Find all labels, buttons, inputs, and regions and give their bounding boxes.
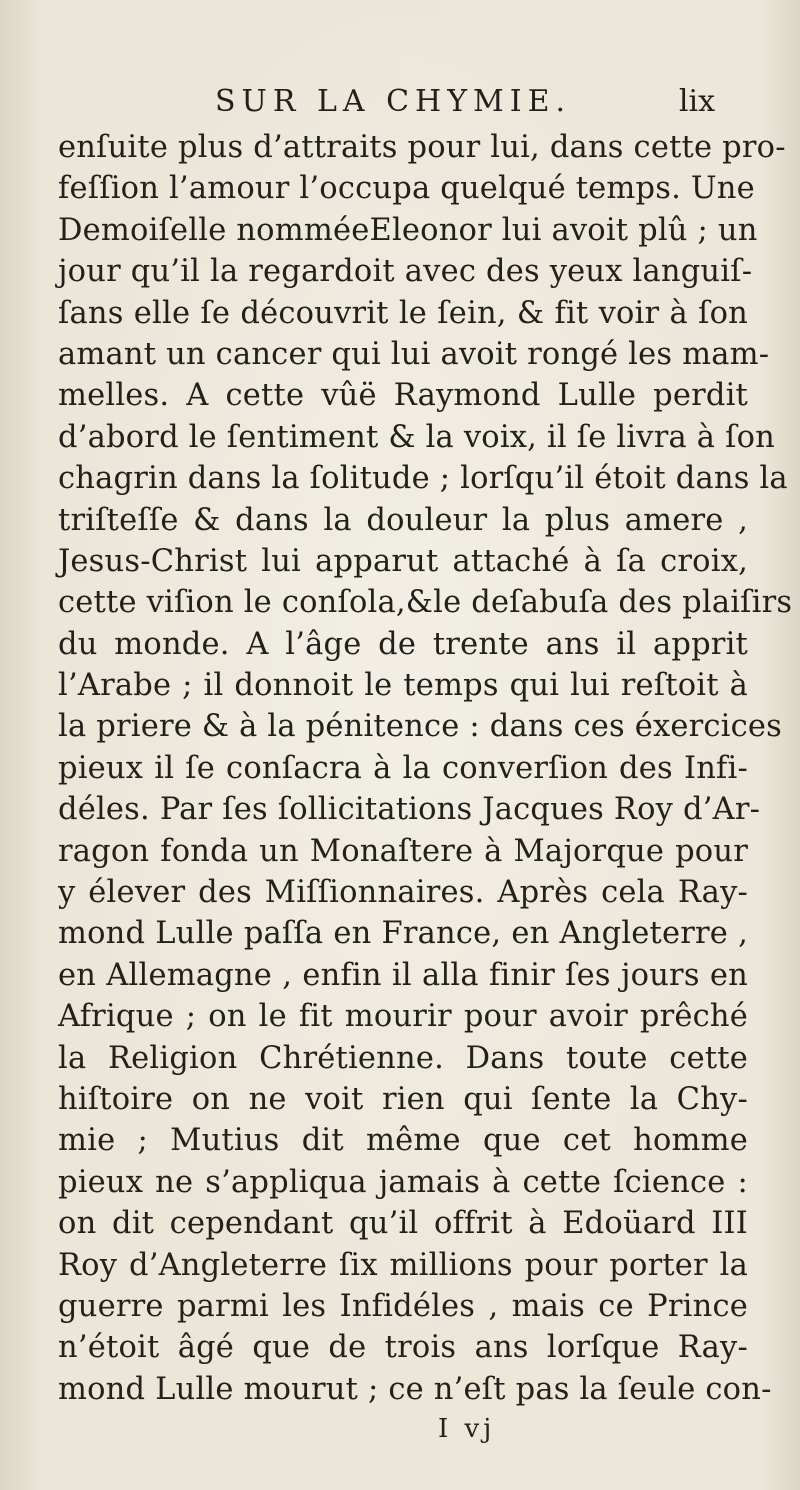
text-line: pieux ne s’appliqua jamais à cette ſcience : [58, 1164, 748, 1200]
running-title: SUR LA CHYMIE. [215, 84, 572, 119]
text-line: Roy d’Angleterre ſix millions pour porter la [58, 1247, 748, 1283]
text-line: mie ; Mutius dit même que cet homme [58, 1123, 748, 1159]
text-line: ſans elle ſe découvrit le ſein, & fit voir à ſon [58, 295, 748, 331]
text-line: d’abord le ſentiment & la voix, il ſe livra à ſon [58, 419, 775, 455]
text-line: du monde. A l’âge de trente ans il apprit [58, 626, 748, 662]
text-line: en Allemagne , enfin il alla finir ſes jours en [58, 957, 748, 993]
page-number: lix [678, 84, 715, 119]
text-line: jour qu’il la regardoit avec des yeux languiſ- [58, 254, 753, 290]
text-line: Jesus-Christ lui apparut attaché à ſa croix, [58, 543, 748, 579]
text-line: amant un cancer qui lui avoit rongé les mam- [58, 336, 770, 372]
text-line: triſteſſe & dans la douleur la plus amere , [58, 502, 748, 538]
running-head [215, 84, 715, 124]
text-line: feſſion l’amour l’occupa quelqué temps. Une [58, 171, 755, 207]
text-line: hiſtoire on ne voit rien qui ſente la Chy- [58, 1081, 748, 1117]
text-line: pieux il ſe conſacra à la converſion des Infi- [58, 750, 748, 786]
text-line: l’Arabe ; il donnoit le temps qui lui reſtoit à [58, 668, 748, 704]
text-line: n’étoit âgé que de trois ans lorſque Ray- [58, 1330, 748, 1366]
text-line: y élever des Miſſionnaires. Après cela Ray- [58, 875, 748, 911]
text-line: mond Lulle paſſa en France, en Angleterre , [58, 916, 748, 952]
text-line: on dit cependant qu’il offrit à Edoüard III [58, 1206, 748, 1242]
text-line: melles. A cette vûë Raymond Lulle perdit [58, 378, 748, 414]
text-line: la priere & à la pénitence : dans ces éxercices [58, 709, 783, 745]
body-text [58, 127, 793, 1410]
text-line: Demoiſelle nomméeEleonor lui avoit plû ; un [58, 212, 758, 248]
signature-mark: I vj [438, 1414, 496, 1445]
text-line: cette viſion le conſola,&le deſabuſa des plaiſirs [58, 585, 793, 621]
text-line: enſuite plus d’attraits pour lui, dans cette pro- [58, 130, 786, 165]
text-line: guerre parmi les Infidéles , mais ce Prince [58, 1288, 748, 1324]
text-line: Afrique ; on le fit mourir pour avoir prêché [58, 999, 748, 1035]
text-line: mond Lulle mourut ; ce n’eſt pas la ſeule con- [58, 1371, 772, 1407]
text-line: ragon fonda un Monaſtere à Majorque pour [58, 833, 748, 869]
text-line: déles. Par ſes ſollicitations Jacques Roy d’Ar- [58, 792, 761, 828]
text-line: chagrin dans la ſolitude ; lorſqu’il étoit dans la [58, 461, 788, 497]
text-line: la Religion Chrétienne. Dans toute cette [58, 1040, 748, 1076]
